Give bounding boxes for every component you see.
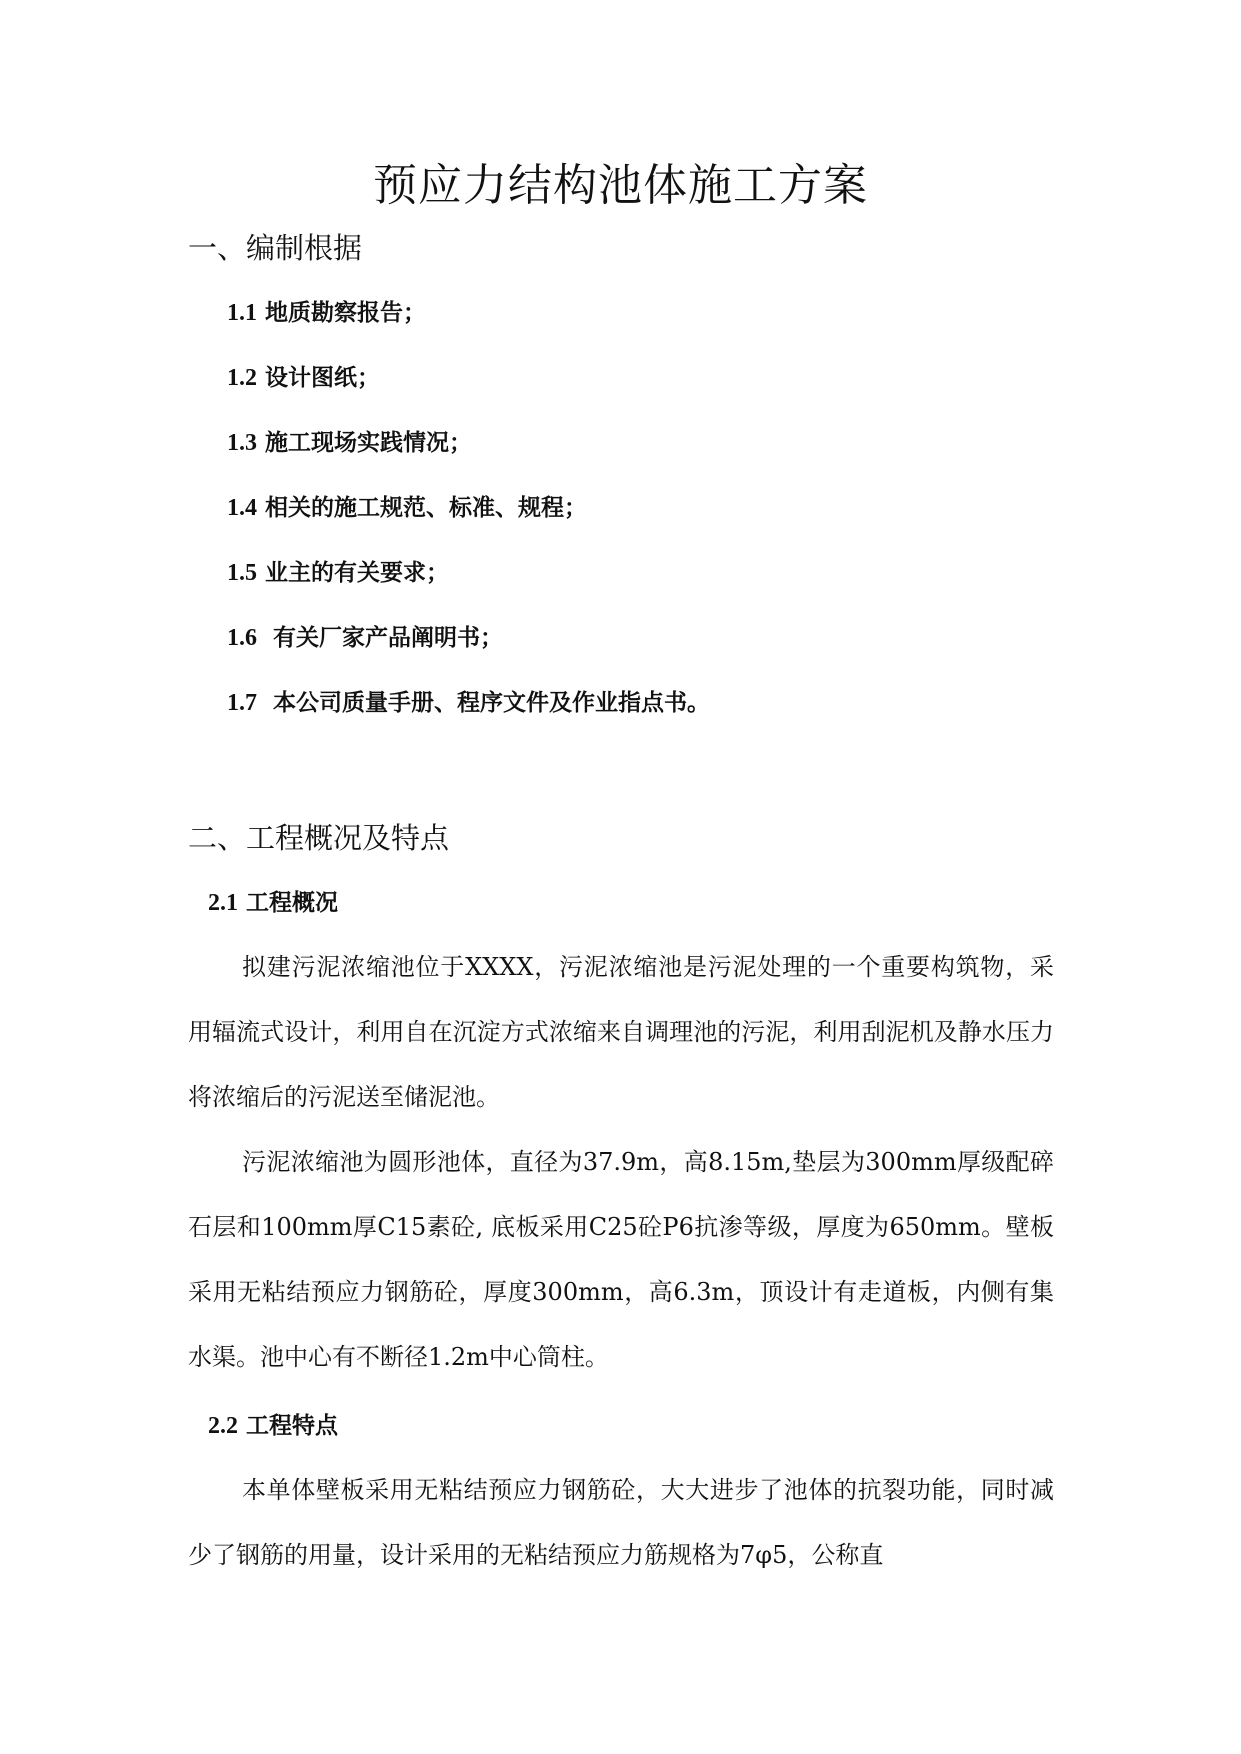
- list-item-number: 1.6: [227, 625, 257, 651]
- list-item: [227, 362, 380, 394]
- list-item: [227, 427, 472, 459]
- list-item: [227, 297, 426, 329]
- subsection-number: 2.2: [208, 1413, 238, 1439]
- document-title: 预应力结构池体施工方案: [373, 160, 868, 211]
- subsection-2-2-heading: [208, 1410, 338, 1442]
- section-2-heading: 二、工程概况及特点: [188, 821, 450, 855]
- subsection-title: 工程特点: [246, 1413, 339, 1439]
- list-item-text: 施工现场实践情况；: [265, 430, 473, 456]
- list-item-text: 地质勘察报告；: [265, 300, 427, 326]
- list-item-number: 1.2: [227, 365, 257, 391]
- list-item: [227, 622, 503, 654]
- list-item-text: 有关厂家产品阐明书；: [265, 625, 504, 651]
- paragraph: 本单体壁板采用无粘结预应力钢筋砼，大大进步了池体的抗裂功能，同时减少了钢筋的用量，设计采用的无粘结预应力筋规格为7φ5，公称直: [188, 1476, 1054, 1569]
- list-item-number: 1.4: [227, 495, 257, 521]
- section-1-heading: 一、编制根据: [188, 231, 363, 265]
- list-item: [227, 687, 710, 719]
- list-item-number: 1.1: [227, 300, 257, 326]
- list-item-number: 1.3: [227, 430, 257, 456]
- list-item: [227, 557, 449, 589]
- list-item-text: 相关的施工规范、标准、规程；: [265, 495, 588, 521]
- list-item-text: 设计图纸；: [265, 365, 381, 391]
- list-item-number: 1.5: [227, 560, 257, 586]
- list-item-text: 本公司质量手册、程序文件及作业指点书。: [265, 690, 711, 716]
- list-item: [227, 492, 587, 524]
- subsection-title: 工程概况: [246, 890, 339, 916]
- paragraph: 污泥浓缩池为圆形池体，直径为37.9m，高8.15m,垫层为300mm厚级配碎石层和100mm厚C15素砼, 底板采用C25砼P6抗渗等级，厚度为650mm。壁板采用无粘结预应力钢筋砼，厚度300mm，高6.3m，顶设计有走道板，内侧有集水渠。池中心有不断径1.2m中心筒柱。: [188, 1148, 1054, 1371]
- subsection-number: 2.1: [208, 890, 238, 916]
- paragraph: 拟建污泥浓缩池位于XXXX，污泥浓缩池是污泥处理的一个重要构筑物，采用辐流式设计，利用自在沉淀方式浓缩来自调理池的污泥，利用刮泥机及静水压力将浓缩后的污泥送至储泥池。: [188, 953, 1054, 1111]
- subsection-2-1-heading: [208, 887, 338, 919]
- list-item-text: 业主的有关要求；: [265, 560, 450, 586]
- list-item-number: 1.7: [227, 690, 257, 716]
